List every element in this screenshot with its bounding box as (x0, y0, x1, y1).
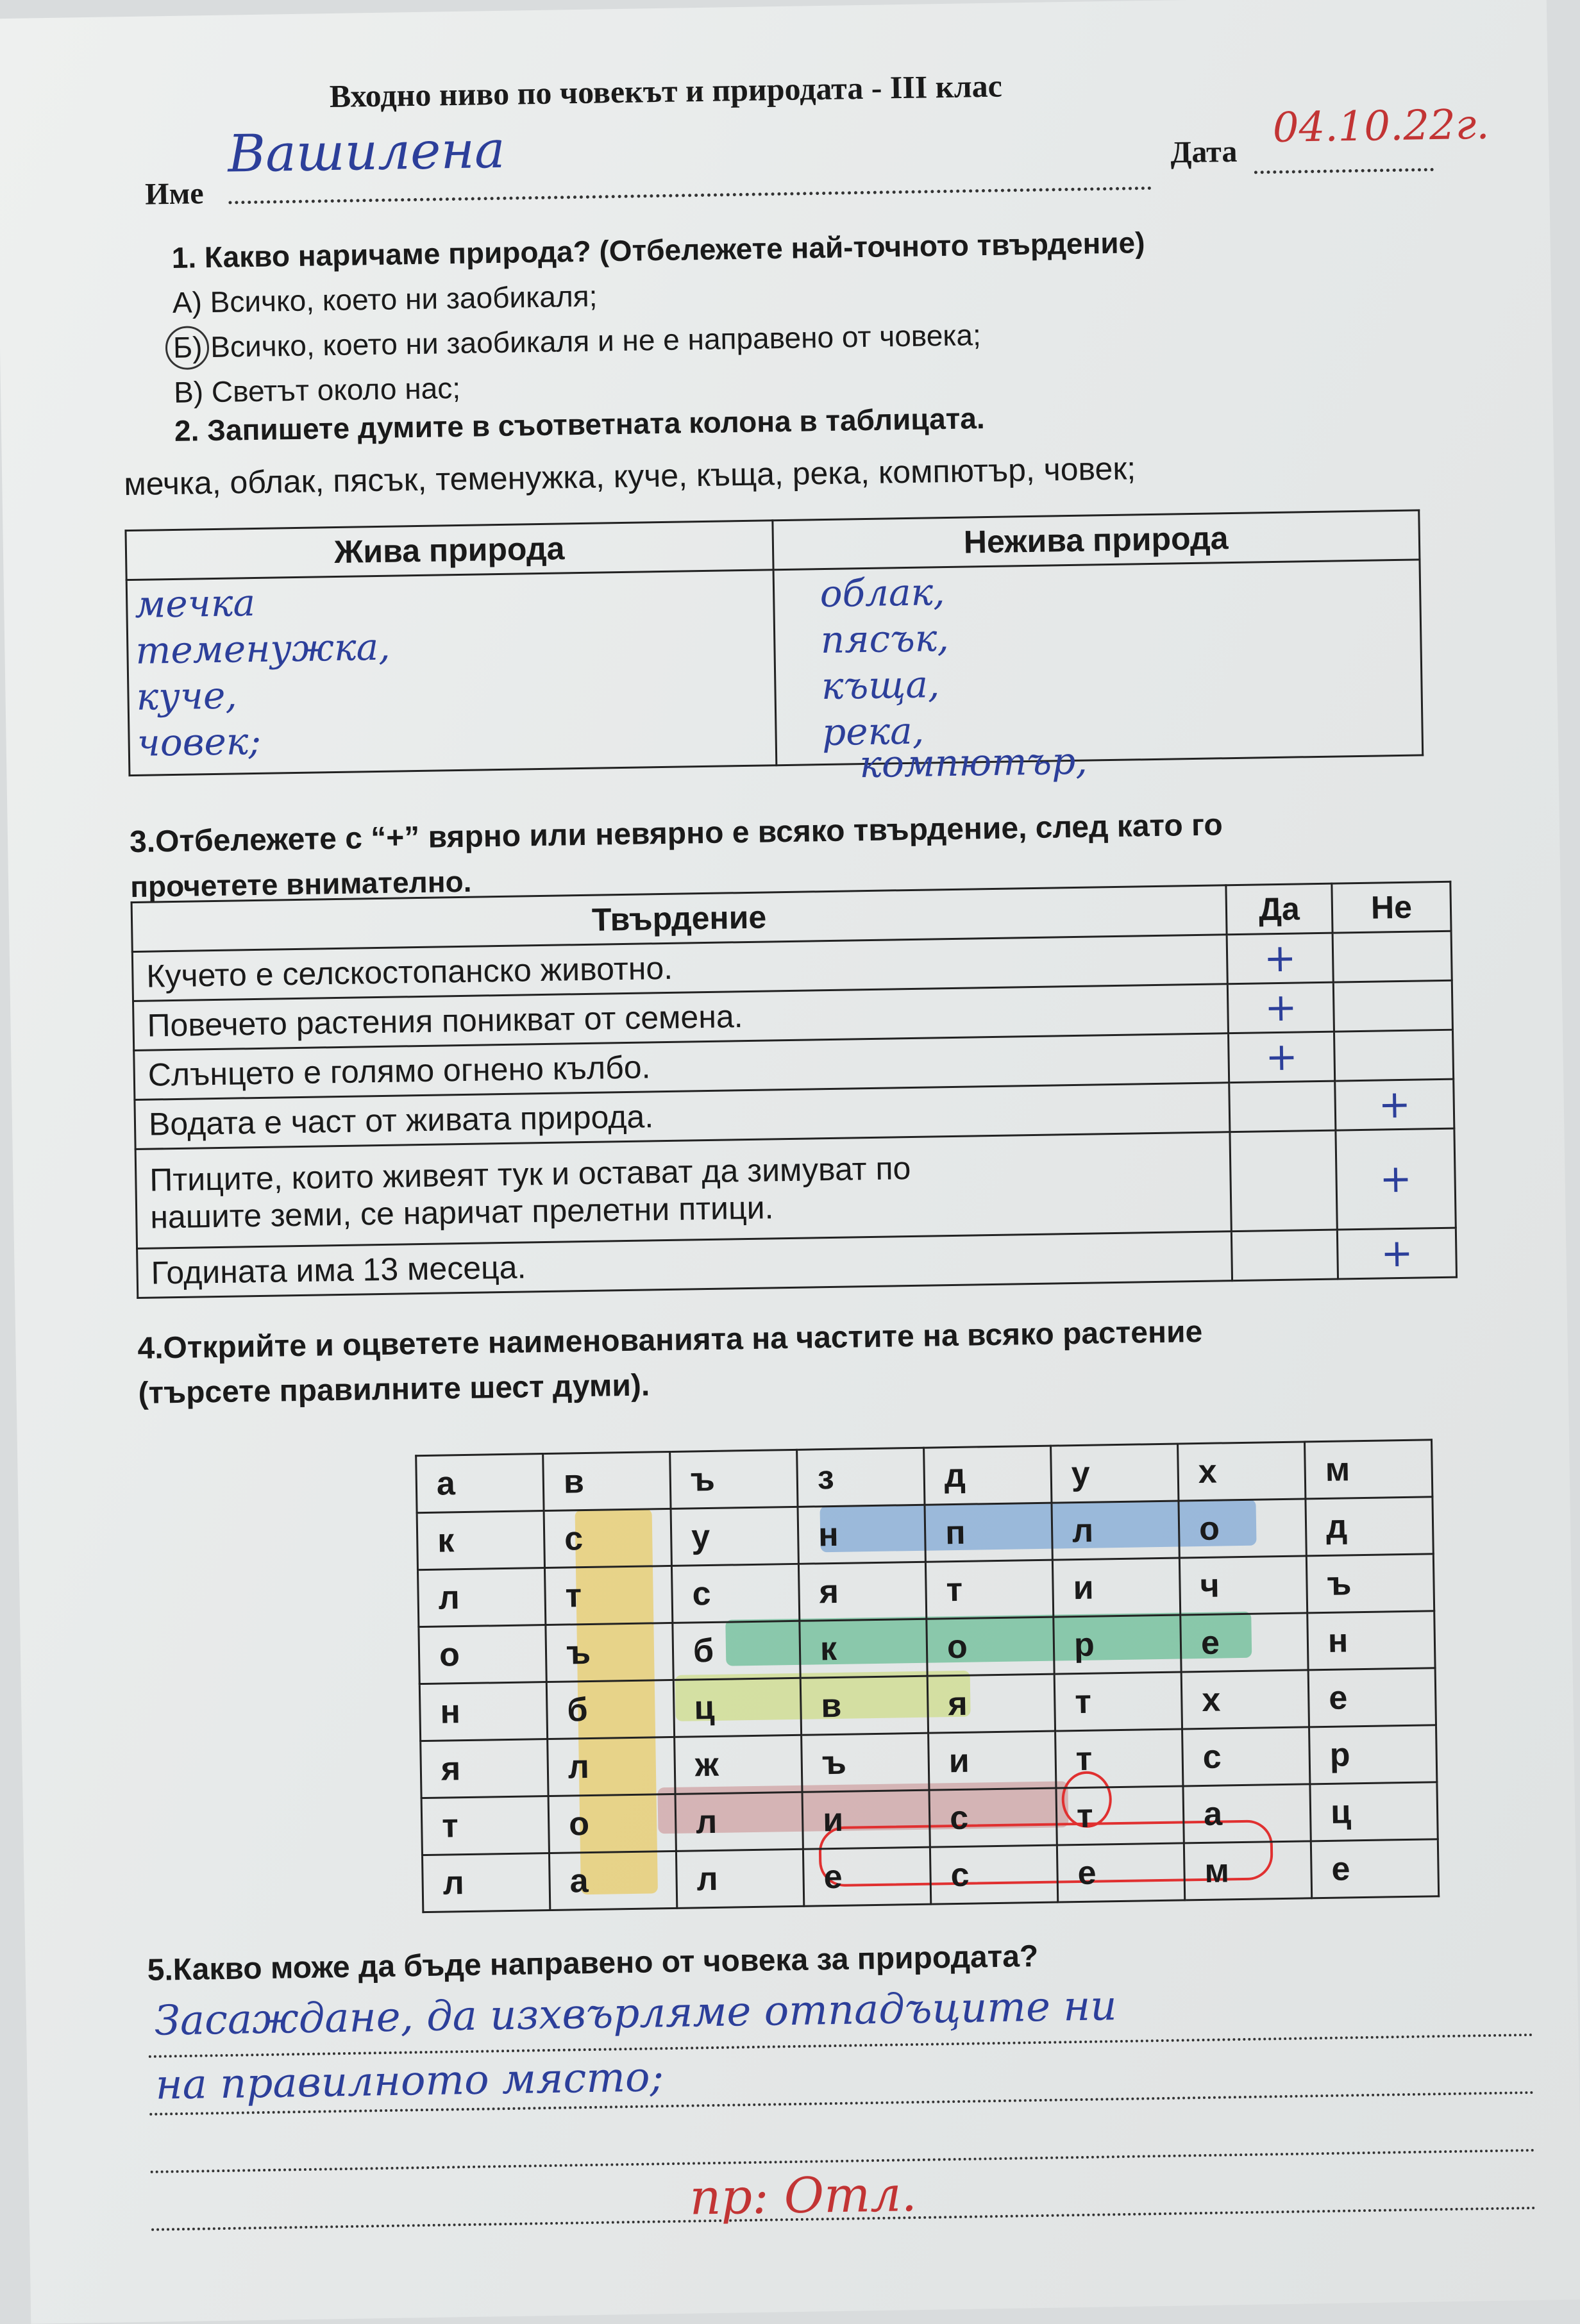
grid-cell[interactable]: а (416, 1454, 544, 1513)
statement-text: Водата е част от живата природа. (135, 1083, 1230, 1149)
name-dotted-line (228, 187, 1152, 205)
q2-word-list: мечка, облак, пясък, теменужка, куче, къща, река, компютър, човек; (123, 450, 1136, 503)
q1-option-c: В) Светът около нас; (173, 371, 461, 409)
grid-cell[interactable]: л (675, 1792, 803, 1851)
grid-cell[interactable]: х (1178, 1442, 1306, 1501)
grid-cell[interactable]: с (930, 1845, 1057, 1904)
grid-cell[interactable]: з (797, 1448, 925, 1507)
grid-cell[interactable]: н (419, 1682, 547, 1741)
grid-cell[interactable]: р (1309, 1725, 1437, 1784)
grid-cell[interactable]: е (803, 1847, 930, 1906)
q4-question-line2: (търсете правилните шест думи). (138, 1368, 650, 1410)
grid-cell[interactable]: с (929, 1788, 1057, 1847)
grid-cell[interactable]: с (544, 1509, 671, 1567)
yes-mark[interactable] (1231, 1230, 1338, 1281)
grid-cell[interactable]: т (421, 1796, 549, 1855)
grid-cell[interactable]: ц (673, 1678, 801, 1737)
grid-cell[interactable]: о (548, 1794, 676, 1853)
grid-cell[interactable]: л (417, 1568, 545, 1627)
teacher-grade: пр: Отл. (689, 2165, 918, 2226)
living-answer: теменужка, (135, 624, 391, 673)
grid-cell[interactable]: п (925, 1503, 1052, 1562)
grid-cell[interactable]: я (927, 1674, 1055, 1733)
no-mark[interactable] (1333, 980, 1452, 1032)
grid-cell[interactable]: л (422, 1853, 550, 1912)
grid-cell[interactable]: с (671, 1564, 799, 1623)
grid-cell[interactable]: а (549, 1851, 677, 1910)
grid-cell[interactable]: с (1182, 1727, 1310, 1786)
q4-question-line1: 4.Открийте и оцветете наименованията на частите на всяко растение (137, 1314, 1203, 1366)
q1-option-b: Б) Всичко, което ни заобикаля и не е направено от човека; (172, 318, 982, 364)
grid-cell[interactable]: ц (1310, 1782, 1438, 1841)
grid-cell[interactable]: ъ (802, 1733, 929, 1792)
no-mark[interactable]: + (1336, 1128, 1456, 1230)
grid-cell[interactable]: и (929, 1731, 1056, 1790)
grid-cell[interactable]: р (1054, 1615, 1181, 1674)
grid-cell[interactable]: у (1051, 1444, 1179, 1503)
grid-cell[interactable]: и (802, 1790, 930, 1849)
statement-line: нашите земи, се наричат прелетни птици. (149, 1189, 774, 1235)
q2-table (124, 509, 1424, 776)
word-search-grid (415, 1439, 1440, 1913)
grid-cell[interactable]: б (673, 1621, 800, 1680)
grid-cell[interactable]: л (1052, 1501, 1179, 1560)
grid-cell[interactable]: ъ (670, 1450, 798, 1509)
grid-cell[interactable]: о (1179, 1499, 1306, 1558)
grid-cell[interactable]: ъ (1306, 1554, 1434, 1613)
date-label: Дата (1170, 134, 1238, 170)
col-statement: Твърдение (131, 885, 1227, 952)
q5-answer-line2[interactable]: на правилното място; (155, 2053, 664, 2109)
grid-cell[interactable]: к (417, 1511, 544, 1570)
grid-cell[interactable]: и (1052, 1558, 1180, 1617)
nonliving-answer: река, (821, 708, 925, 755)
statement-text: Годината има 13 месеца. (137, 1232, 1232, 1298)
grid-cell[interactable]: е (1057, 1843, 1184, 1902)
grid-cell[interactable]: н (798, 1505, 925, 1564)
grid-cell[interactable]: м (1305, 1440, 1433, 1499)
grid-cell[interactable]: в (543, 1451, 671, 1510)
page-title: Входно ниво по човекът и природата - III клас (329, 67, 1003, 115)
grid-cell[interactable]: в (800, 1676, 928, 1735)
grid-cell[interactable]: е (1308, 1668, 1436, 1727)
grid-cell[interactable]: б (546, 1680, 674, 1739)
col-yes: Да (1226, 883, 1332, 935)
nonliving-answer-overflow: компютър, (859, 739, 1088, 787)
grid-cell[interactable]: т (1055, 1729, 1183, 1788)
living-answer: мечка (134, 580, 256, 626)
nonliving-answer: къща, (821, 662, 940, 708)
grid-cell[interactable]: л (676, 1849, 803, 1908)
statement-text: Повечето растения поникват от семена. (133, 984, 1229, 1051)
grid-cell[interactable]: я (421, 1739, 548, 1798)
grid-cell[interactable]: м (1184, 1841, 1311, 1900)
col-nonliving-nature: Нежива природа (772, 510, 1420, 570)
nonliving-answers-cell (773, 560, 1423, 765)
no-mark[interactable]: + (1337, 1228, 1456, 1279)
statement-text: Слънцето е голямо огнено кълбо. (134, 1033, 1229, 1100)
grid-cell[interactable]: т (1054, 1672, 1182, 1731)
grid-cell[interactable]: ч (1179, 1556, 1307, 1615)
living-answers-cell (126, 570, 776, 776)
col-no: Не (1332, 882, 1451, 933)
date-dotted-line (1254, 168, 1434, 174)
q1-question: 1. Какво наричаме природа? (Отбележете най-точното твърдение) (171, 226, 1145, 274)
grid-cell[interactable]: н (1307, 1611, 1435, 1670)
grid-cell[interactable]: т (544, 1566, 672, 1625)
yes-mark[interactable] (1229, 1081, 1336, 1132)
q3-question-line2: прочетете внимателно. (130, 864, 472, 904)
yes-mark[interactable]: + (1227, 982, 1334, 1033)
no-mark[interactable] (1334, 1030, 1453, 1081)
grid-cell[interactable]: о (419, 1625, 546, 1684)
statement-text-multiline (135, 1132, 1231, 1249)
grid-cell[interactable]: у (671, 1507, 798, 1566)
q3-question-line1: 3.Отбележете с “+” вярно или невярно е всяко твърдение, след като го (129, 808, 1223, 860)
yes-mark[interactable]: + (1229, 1032, 1335, 1083)
grid-cell[interactable]: я (798, 1562, 926, 1621)
yes-mark[interactable] (1230, 1130, 1337, 1232)
grid-cell[interactable]: о (927, 1617, 1054, 1676)
grid-cell[interactable]: а (1183, 1784, 1311, 1843)
grid-cell[interactable]: т (925, 1560, 1053, 1619)
name-label: Име (144, 176, 204, 212)
grid-cell[interactable]: х (1181, 1670, 1309, 1729)
q5-question: 5.Какво може да бъде направено от човека за природата? (147, 1939, 1039, 1987)
grid-cell[interactable]: д (1306, 1497, 1433, 1556)
no-mark[interactable]: + (1335, 1079, 1454, 1130)
grid-cell[interactable]: т (1056, 1786, 1184, 1845)
grid-cell[interactable]: ж (675, 1735, 802, 1794)
nonliving-answer: пясък, (820, 615, 950, 662)
living-answer: куче, (136, 673, 238, 719)
living-answer: човек; (137, 719, 262, 765)
q2-question: 2. Запишете думите в съответната колона в таблицата. (174, 401, 986, 447)
grid-cell[interactable]: л (548, 1737, 675, 1796)
yes-mark[interactable]: + (1227, 933, 1333, 984)
q1-option-a: А) Всичко, което ни заобикаля; (172, 279, 598, 319)
nonliving-answer: облак, (819, 570, 946, 616)
col-living-nature: Жива природа (126, 521, 773, 580)
statement-line: Птиците, които живеят тук и остават да зимуват по (149, 1150, 911, 1198)
statement-text: Кучето е селскостопанско животно. (132, 935, 1227, 1001)
q3-table (131, 881, 1458, 1299)
no-mark[interactable] (1332, 931, 1452, 982)
grid-cell[interactable]: д (924, 1446, 1052, 1505)
grid-cell[interactable]: к (800, 1619, 927, 1678)
date-value: 04.10.22г. (1272, 101, 1490, 152)
grid-cell[interactable]: ъ (546, 1623, 673, 1682)
q5-answer-line1[interactable]: Засаждане, да изхвърляме отпадъците ни (154, 1982, 1118, 2045)
name-value: Вашилена (227, 119, 506, 184)
grid-cell[interactable]: е (1311, 1839, 1438, 1898)
grid-cell[interactable]: е (1181, 1613, 1308, 1672)
